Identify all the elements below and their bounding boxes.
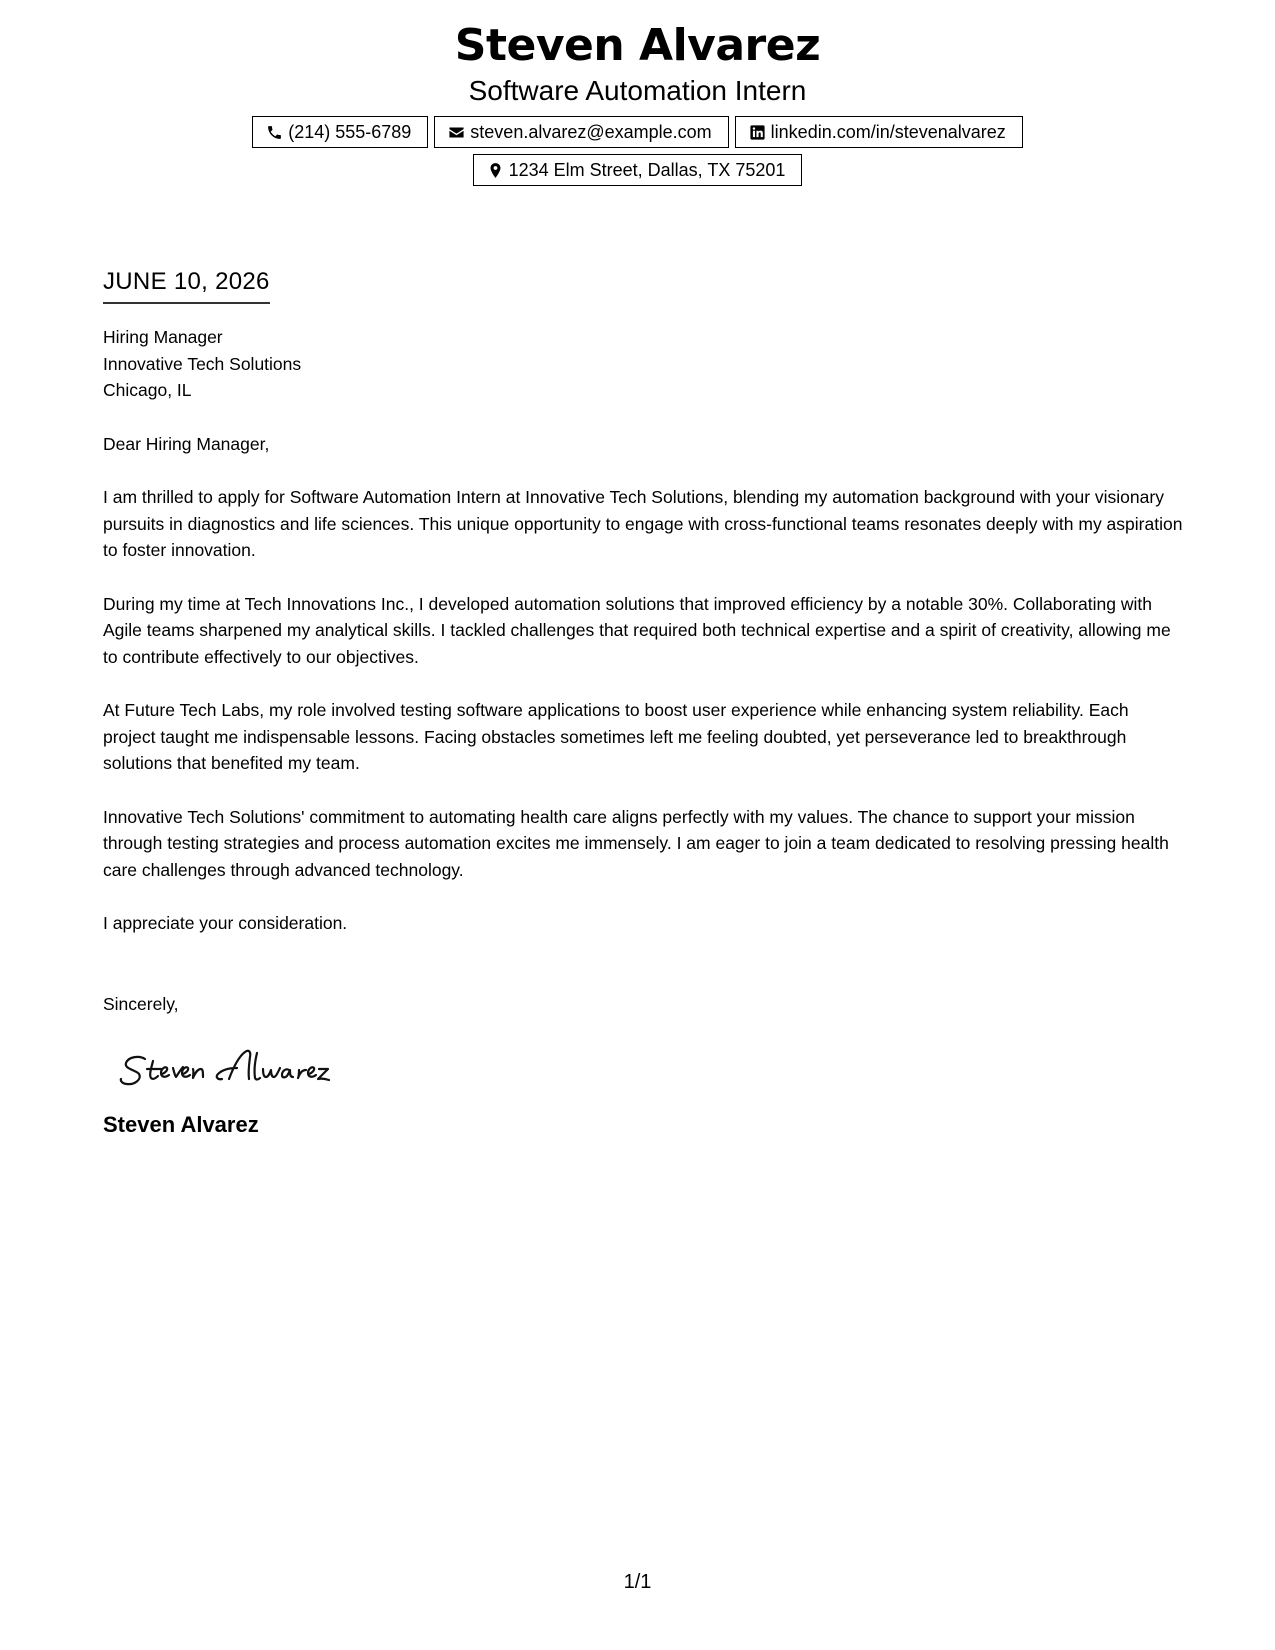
applicant-title: Software Automation Intern: [468, 75, 807, 106]
letter-date: JUNE 10, 2026: [103, 266, 270, 304]
signer-name: Steven Alvarez: [103, 1112, 259, 1137]
applicant-name: Steven Alvarez: [454, 20, 821, 71]
recipient-name: Hiring Manager: [103, 327, 223, 347]
contact-row-secondary: [0, 154, 1275, 186]
body-paragraph: I am thrilled to apply for Software Automation Intern at Innovative Tech Solutions, blending my automation background with your visionary pursuits in diagnostics and life sciences. This unique opportunity to engage with cross-functional teams resonates deeply with my aspiration to foster innovation.: [103, 487, 1183, 560]
body-paragraph: At Future Tech Labs, my role involved testing software applications to boost user experience while enhancing system reliability. Each project taught me indispensable lessons. Facing obstacles sometimes left me feeling doubted, yet perseverance led to breakthrough solutions that benefited my team.: [103, 700, 1129, 773]
address-chip: [473, 154, 803, 186]
contact-row-primary: [0, 116, 1275, 148]
body-paragraph: During my time at Tech Innovations Inc., I developed automation solutions that improved efficiency by a notable 30%. Collaborating with Agile teams sharpened my analytical skills. I tackled challenges that required both technical expertise and a spirit of creativity, allowing me to contribute effectively to our objectives.: [103, 593, 1171, 667]
handwritten-signature: [117, 1043, 357, 1093]
map-pin-icon: [487, 162, 504, 179]
page-number: 1/1: [623, 1571, 652, 1593]
phone-number: (214) 555-6789: [288, 122, 412, 142]
body-paragraph: Innovative Tech Solutions' commitment to automating health care aligns perfectly with my values. The chance to support your mission through testing strategies and process automation excites me immensely. I am eager to join a team dedicated to resolving pressing health care challenges through advanced technology.: [103, 806, 1169, 880]
sign-off: Sincerely,: [103, 993, 179, 1014]
phone-chip[interactable]: [252, 116, 428, 148]
linkedin-chip[interactable]: [735, 116, 1023, 148]
letter-header: [0, 18, 1275, 186]
recipient-company: Innovative Tech Solutions: [103, 353, 302, 374]
street-address: 1234 Elm Street, Dallas, TX 75201: [508, 160, 786, 180]
linkedin-url: linkedin.com/in/stevenalvarez: [770, 122, 1006, 142]
envelope-icon: [448, 124, 465, 141]
email-chip[interactable]: [434, 116, 728, 148]
linkedin-icon: [749, 124, 766, 141]
email-address: steven.alvarez@example.com: [470, 122, 712, 142]
recipient-location: Chicago, IL: [103, 380, 192, 400]
closing-line: I appreciate your consideration.: [103, 913, 348, 933]
phone-icon: [266, 124, 283, 141]
letter-body: [103, 266, 1183, 1139]
salutation: Dear Hiring Manager,: [103, 433, 270, 454]
recipient-block: [103, 324, 1183, 404]
